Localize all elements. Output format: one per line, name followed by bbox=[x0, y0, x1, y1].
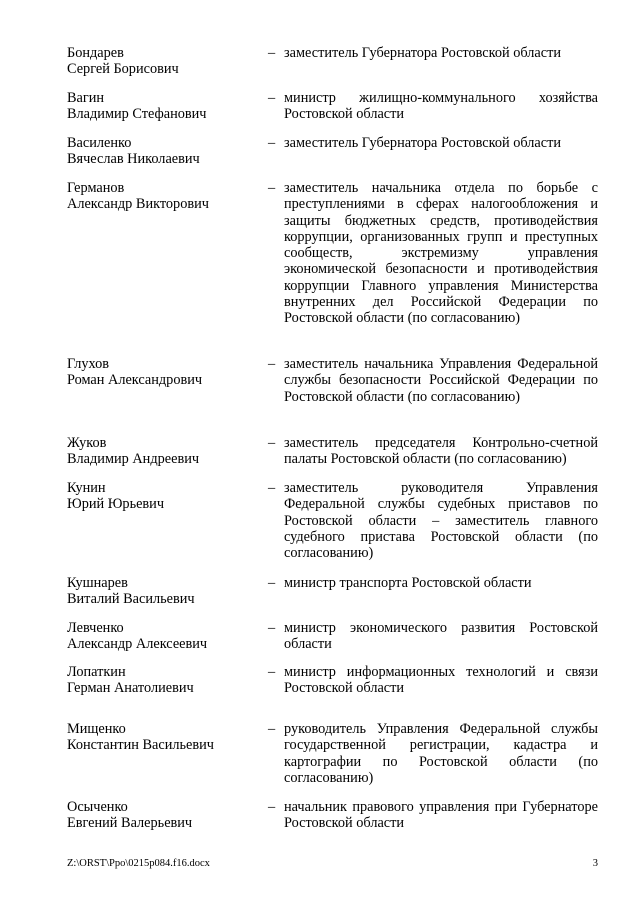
dash: – bbox=[268, 356, 276, 372]
position-title: заместитель Губернатора Ростовской области bbox=[284, 135, 562, 151]
given-names: Вячеслав Николаевич bbox=[67, 151, 200, 168]
given-names: Александр Алексеевич bbox=[67, 636, 208, 653]
position-title: министр информационных технологий и связи Ростовской области bbox=[284, 664, 598, 697]
dash: – bbox=[268, 664, 276, 680]
surname: Вагин bbox=[67, 90, 105, 106]
given-names: Герман Анатолиевич bbox=[67, 680, 194, 697]
person-name bbox=[67, 180, 262, 213]
person-name bbox=[67, 135, 262, 168]
given-names: Сергей Борисович bbox=[67, 61, 179, 78]
surname: Мищенко bbox=[67, 721, 126, 737]
position-title: руководитель Управления Федеральной службы государственной регистрации, кадастра и картографии по Ростовской области (по согласованию) bbox=[284, 721, 598, 786]
dash: – bbox=[268, 135, 276, 151]
position-title: министр жилищно-коммунального хозяйства Ростовской области bbox=[284, 90, 598, 123]
surname: Кушнарев bbox=[67, 575, 128, 591]
person-name bbox=[67, 45, 262, 78]
given-names: Александр Викторович bbox=[67, 196, 209, 213]
person-name bbox=[67, 721, 262, 754]
surname: Василенко bbox=[67, 135, 132, 151]
person-name bbox=[67, 575, 262, 608]
position-title: заместитель руководителя Управления Федеральной службы судебных приставов по Ростовской области – заместитель главного судебного пристава Ростовской области (по согласованию) bbox=[284, 480, 598, 562]
person-name bbox=[67, 435, 262, 468]
person-name bbox=[67, 664, 262, 697]
surname: Жуков bbox=[67, 435, 107, 451]
position-title: заместитель председателя Контрольно-счетной палаты Ростовской области (по согласованию) bbox=[284, 435, 598, 468]
person-name bbox=[67, 480, 262, 513]
person-name bbox=[67, 799, 262, 832]
position-title: начальник правового управления при Губернаторе Ростовской области bbox=[284, 799, 598, 832]
person-name bbox=[67, 620, 262, 653]
given-names: Юрий Юрьевич bbox=[67, 496, 165, 513]
dash: – bbox=[268, 620, 276, 636]
dash: – bbox=[268, 90, 276, 106]
position-title: заместитель начальника Управления Федеральной службы безопасности Российской Федерации по Ростовской области (по согласованию) bbox=[284, 356, 598, 405]
dash: – bbox=[268, 180, 276, 196]
given-names: Виталий Васильевич bbox=[67, 591, 195, 608]
surname: Бондарев bbox=[67, 45, 124, 61]
dash: – bbox=[268, 575, 276, 591]
dash: – bbox=[268, 480, 276, 496]
person-name bbox=[67, 90, 262, 123]
given-names: Евгений Валерьевич bbox=[67, 815, 193, 832]
person-name bbox=[67, 356, 262, 389]
position-title: министр экономического развития Ростовской области bbox=[284, 620, 598, 653]
surname: Глухов bbox=[67, 356, 109, 372]
surname: Германов bbox=[67, 180, 125, 196]
given-names: Владимир Андреевич bbox=[67, 451, 200, 468]
surname: Левченко bbox=[67, 620, 124, 636]
surname: Кунин bbox=[67, 480, 106, 496]
dash: – bbox=[268, 721, 276, 737]
surname: Лопаткин bbox=[67, 664, 126, 680]
page-number: 3 bbox=[592, 858, 598, 869]
position-title: министр транспорта Ростовской области bbox=[284, 575, 532, 591]
position-title: заместитель начальника отдела по борьбе с преступлениями в сферах налогообложения и защиты бюджетных средств, противодействия коррупции, организованных групп и преступных сообществ, экстремизму управления экономической безопасности и противодействия коррупции Главного управления Министерства внутренних дел Российской Федерации по Ростовской области (по согласованию) bbox=[284, 180, 598, 327]
dash: – bbox=[268, 435, 276, 451]
surname: Осыченко bbox=[67, 799, 128, 815]
dash: – bbox=[268, 45, 276, 61]
file-path: Z:\ORST\Ppo\0215p084.f16.docx bbox=[67, 858, 210, 869]
dash: – bbox=[268, 799, 276, 815]
position-title: заместитель Губернатора Ростовской области bbox=[284, 45, 562, 61]
given-names: Роман Александрович bbox=[67, 372, 203, 389]
given-names: Константин Васильевич bbox=[67, 737, 214, 754]
given-names: Владимир Стефанович bbox=[67, 106, 207, 123]
